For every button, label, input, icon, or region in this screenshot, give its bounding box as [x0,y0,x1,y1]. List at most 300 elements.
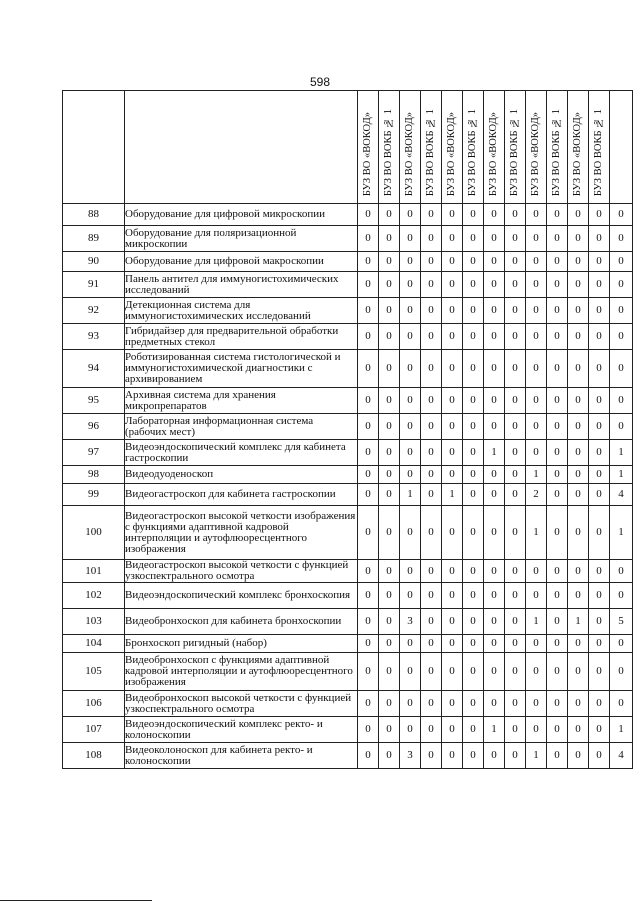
equipment-name: Оборудование для поляризационной микроскопии [125,226,358,252]
quantity-value: 0 [400,226,421,252]
quantity-value: 0 [484,272,505,298]
quantity-value: 0 [442,583,463,609]
table-row [63,226,633,252]
equipment-name: Оборудование для цифровой макроскопии [125,252,358,272]
equipment-name: Роботизированная система гистологической и иммуногистохимической диагностики с архивированием [125,350,358,388]
quantity-value: 0 [463,414,484,440]
quantity-value: 0 [421,324,442,350]
quantity-value: 0 [358,635,379,653]
column-header [610,91,633,204]
quantity-value: 0 [400,635,421,653]
quantity-value: 0 [421,226,442,252]
quantity-value: 0 [589,635,610,653]
quantity-value: 0 [421,388,442,414]
quantity-value: 0 [358,350,379,388]
quantity-value: 1 [526,506,547,560]
row-number: 103 [63,609,125,635]
total-value: 1 [610,466,633,484]
equipment-name: Лабораторная информационная система (рабочих мест) [125,414,358,440]
equipment-name: Панель антител для иммуногистохимических исследований [125,272,358,298]
column-header [358,91,379,204]
quantity-value: 0 [589,414,610,440]
total-value: 0 [610,324,633,350]
row-number: 98 [63,466,125,484]
equipment-name: Гибридайзер для предварительной обработки предметных стекол [125,324,358,350]
quantity-value: 0 [463,252,484,272]
equipment-name: Видеоэндоскопический комплекс ректо- и колоноскопии [125,717,358,743]
equipment-name: Видеогастроскоп для кабинета гастроскопии [125,484,358,506]
quantity-value: 0 [526,350,547,388]
quantity-value: 0 [589,560,610,583]
column-header [442,91,463,204]
equipment-name: Архивная система для хранения микропрепаратов [125,388,358,414]
quantity-value: 0 [463,440,484,466]
column-header [463,91,484,204]
quantity-value: 0 [589,653,610,691]
total-value: 0 [610,252,633,272]
column-header-label: БУЗ ВО «ВОКОД» [529,111,541,196]
quantity-value: 0 [589,350,610,388]
quantity-value: 0 [568,350,589,388]
quantity-value: 0 [463,204,484,226]
quantity-value: 0 [547,388,568,414]
table-row [63,350,633,388]
quantity-value: 0 [379,272,400,298]
equipment-name: Видеобронхоскоп с функциями адаптивной кадровой интерполяции и аутофлюоресцентного изображения [125,653,358,691]
quantity-value: 0 [400,717,421,743]
column-header-label: БУЗ ВО «ВОКОД» [487,111,499,196]
column-header [379,91,400,204]
quantity-value: 0 [463,691,484,717]
quantity-value: 0 [568,298,589,324]
quantity-value: 0 [442,609,463,635]
total-value: 0 [610,560,633,583]
quantity-value: 0 [568,635,589,653]
quantity-value: 0 [442,414,463,440]
row-number: 100 [63,506,125,560]
quantity-value: 0 [589,691,610,717]
quantity-value: 0 [484,252,505,272]
quantity-value: 0 [421,414,442,440]
quantity-value: 0 [505,743,526,769]
column-header-label: БУЗ ВО ВОКБ № 1 [382,108,394,196]
quantity-value: 0 [379,560,400,583]
quantity-value: 0 [484,388,505,414]
total-value: 0 [610,388,633,414]
quantity-value: 0 [400,252,421,272]
quantity-value: 0 [379,583,400,609]
quantity-value: 0 [568,653,589,691]
quantity-value: 0 [505,252,526,272]
quantity-value: 0 [400,440,421,466]
column-header [421,91,442,204]
quantity-value: 0 [526,226,547,252]
table-row [63,691,633,717]
quantity-value: 0 [442,466,463,484]
table-row [63,252,633,272]
equipment-name: Видеоэндоскопический комплекс для кабинета гастроскопии [125,440,358,466]
total-value: 0 [610,653,633,691]
quantity-value: 0 [358,204,379,226]
quantity-value: 0 [547,414,568,440]
table-row [63,560,633,583]
quantity-value: 0 [463,609,484,635]
quantity-value: 0 [505,388,526,414]
equipment-name: Видеогастроскоп высокой четкости изображения с функциями адаптивной кадровой интерполяции и аутофлюоресцентного изображения [125,506,358,560]
quantity-value: 0 [379,506,400,560]
quantity-value: 0 [442,653,463,691]
quantity-value: 0 [484,484,505,506]
quantity-value: 0 [568,252,589,272]
quantity-value: 0 [400,653,421,691]
total-value: 5 [610,609,633,635]
quantity-value: 0 [379,204,400,226]
quantity-value: 0 [421,560,442,583]
total-value: 0 [610,226,633,252]
row-number: 91 [63,272,125,298]
quantity-value: 0 [463,635,484,653]
row-number: 97 [63,440,125,466]
quantity-value: 0 [568,204,589,226]
table-row [63,484,633,506]
total-value: 1 [610,717,633,743]
quantity-value: 0 [505,691,526,717]
quantity-value: 0 [484,414,505,440]
row-number: 92 [63,298,125,324]
quantity-value: 0 [484,298,505,324]
quantity-value: 0 [442,226,463,252]
column-header-label: БУЗ ВО ВОКБ № 1 [424,108,436,196]
quantity-value: 0 [589,298,610,324]
total-value: 4 [610,743,633,769]
quantity-value: 0 [379,252,400,272]
column-header-label: БУЗ ВО ВОКБ № 1 [466,108,478,196]
equipment-name: Видеобронхоскоп высокой четкости с функцией узкоспектрального осмотра [125,691,358,717]
column-header-label: БУЗ ВО «ВОКОД» [571,111,583,196]
quantity-value: 0 [484,583,505,609]
quantity-value: 0 [589,717,610,743]
quantity-value: 0 [421,635,442,653]
quantity-value: 0 [463,466,484,484]
quantity-value: 1 [526,609,547,635]
quantity-value: 0 [421,252,442,272]
quantity-value: 0 [568,272,589,298]
total-value: 1 [610,506,633,560]
quantity-value: 0 [526,691,547,717]
quantity-value: 0 [505,484,526,506]
quantity-value: 0 [463,226,484,252]
quantity-value: 0 [505,506,526,560]
quantity-value: 0 [568,506,589,560]
quantity-value: 0 [526,204,547,226]
quantity-value: 0 [463,743,484,769]
quantity-value: 0 [526,635,547,653]
quantity-value: 2 [526,484,547,506]
quantity-value: 0 [421,653,442,691]
quantity-value: 0 [589,583,610,609]
column-header [568,91,589,204]
quantity-value: 0 [379,653,400,691]
quantity-value: 0 [568,440,589,466]
quantity-value: 0 [568,583,589,609]
header-name-cell [125,91,358,204]
quantity-value: 1 [442,484,463,506]
column-header [484,91,505,204]
quantity-value: 0 [442,440,463,466]
quantity-value: 0 [463,272,484,298]
quantity-value: 0 [526,717,547,743]
table-row [63,440,633,466]
quantity-value: 0 [379,691,400,717]
table-row [63,388,633,414]
quantity-value: 0 [589,609,610,635]
total-value: 1 [610,440,633,466]
quantity-value: 0 [484,350,505,388]
equipment-name: Видеоэндоскопический комплекс бронхоскопия [125,583,358,609]
quantity-value: 0 [484,743,505,769]
quantity-value: 0 [568,743,589,769]
row-number: 102 [63,583,125,609]
quantity-value: 0 [442,298,463,324]
quantity-value: 0 [358,388,379,414]
quantity-value: 0 [358,440,379,466]
quantity-value: 0 [379,743,400,769]
quantity-value: 0 [379,609,400,635]
quantity-value: 0 [358,226,379,252]
quantity-value: 0 [442,324,463,350]
quantity-value: 0 [400,350,421,388]
quantity-value: 0 [400,560,421,583]
header-number-cell [63,91,125,204]
quantity-value: 0 [400,324,421,350]
quantity-value: 0 [505,560,526,583]
quantity-value: 0 [484,609,505,635]
quantity-value: 0 [547,635,568,653]
quantity-value: 0 [547,272,568,298]
quantity-value: 0 [442,743,463,769]
quantity-value: 0 [379,717,400,743]
quantity-value: 0 [589,484,610,506]
row-number: 99 [63,484,125,506]
column-header-label: БУЗ ВО «ВОКОД» [403,111,415,196]
quantity-value: 0 [400,272,421,298]
table-row [63,204,633,226]
quantity-value: 0 [358,653,379,691]
quantity-value: 0 [379,466,400,484]
quantity-value: 0 [547,717,568,743]
row-number: 94 [63,350,125,388]
quantity-value: 0 [505,717,526,743]
quantity-value: 0 [547,298,568,324]
page-number: 598 [309,75,331,89]
quantity-value: 0 [400,506,421,560]
quantity-value: 0 [547,583,568,609]
quantity-value: 0 [505,272,526,298]
quantity-value: 0 [547,440,568,466]
quantity-value: 0 [442,506,463,560]
quantity-value: 0 [589,272,610,298]
quantity-value: 0 [463,583,484,609]
quantity-value: 0 [442,635,463,653]
quantity-value: 0 [484,226,505,252]
quantity-value: 0 [568,466,589,484]
row-number: 93 [63,324,125,350]
quantity-value: 0 [421,583,442,609]
quantity-value: 0 [463,298,484,324]
quantity-value: 0 [358,560,379,583]
table-row [63,466,633,484]
quantity-value: 0 [484,560,505,583]
quantity-value: 0 [505,350,526,388]
equipment-table [62,90,633,769]
equipment-name: Оборудование для цифровой микроскопии [125,204,358,226]
quantity-value: 0 [442,717,463,743]
quantity-value: 0 [484,635,505,653]
quantity-value: 0 [505,583,526,609]
table-body [63,204,633,769]
quantity-value: 0 [526,272,547,298]
row-number: 108 [63,743,125,769]
quantity-value: 0 [400,583,421,609]
quantity-value: 0 [400,466,421,484]
quantity-value: 0 [505,298,526,324]
quantity-value: 0 [505,635,526,653]
quantity-value: 0 [421,350,442,388]
quantity-value: 0 [358,743,379,769]
quantity-value: 0 [505,414,526,440]
table-header-row [63,91,633,204]
quantity-value: 0 [568,414,589,440]
quantity-value: 0 [547,204,568,226]
table-row [63,272,633,298]
quantity-value: 0 [400,388,421,414]
quantity-value: 3 [400,609,421,635]
quantity-value: 0 [589,440,610,466]
quantity-value: 0 [358,506,379,560]
total-value: 0 [610,583,633,609]
column-header-label: БУЗ ВО ВОКБ № 1 [550,108,562,196]
quantity-value: 0 [463,560,484,583]
quantity-value: 1 [526,743,547,769]
quantity-value: 0 [442,204,463,226]
quantity-value: 0 [526,440,547,466]
row-number: 96 [63,414,125,440]
table-row [63,506,633,560]
quantity-value: 0 [463,388,484,414]
quantity-value: 1 [484,440,505,466]
total-value: 0 [610,204,633,226]
equipment-name: Видеобронхоскоп для кабинета бронхоскопии [125,609,358,635]
quantity-value: 0 [400,414,421,440]
total-value: 0 [610,635,633,653]
quantity-value: 0 [526,388,547,414]
quantity-value: 0 [463,484,484,506]
quantity-value: 0 [379,484,400,506]
equipment-name: Видеодуоденоскоп [125,466,358,484]
quantity-value: 0 [463,653,484,691]
quantity-value: 1 [526,466,547,484]
quantity-value: 0 [589,388,610,414]
equipment-name: Детекционная система для иммуногистохимических исследований [125,298,358,324]
quantity-value: 0 [484,653,505,691]
column-header-label: БУЗ ВО ВОКБ № 1 [592,108,604,196]
quantity-value: 0 [379,414,400,440]
quantity-value: 0 [442,350,463,388]
quantity-value: 0 [358,583,379,609]
quantity-value: 0 [484,466,505,484]
quantity-value: 0 [421,717,442,743]
quantity-value: 0 [463,350,484,388]
quantity-value: 0 [505,653,526,691]
quantity-value: 0 [421,272,442,298]
quantity-value: 0 [442,560,463,583]
table-row [63,414,633,440]
quantity-value: 0 [568,717,589,743]
quantity-value: 0 [358,252,379,272]
total-value: 0 [610,414,633,440]
quantity-value: 0 [421,440,442,466]
row-number: 105 [63,653,125,691]
quantity-value: 0 [589,226,610,252]
quantity-value: 0 [379,226,400,252]
quantity-value: 0 [589,466,610,484]
column-header [400,91,421,204]
quantity-value: 3 [400,743,421,769]
equipment-name: Видеоколоноскоп для кабинета ректо- и колоноскопии [125,743,358,769]
row-number: 95 [63,388,125,414]
quantity-value: 0 [463,324,484,350]
quantity-value: 0 [547,252,568,272]
quantity-value: 0 [421,691,442,717]
table-row [63,583,633,609]
column-header [526,91,547,204]
quantity-value: 0 [526,653,547,691]
quantity-value: 0 [400,204,421,226]
table-row [63,609,633,635]
row-number: 89 [63,226,125,252]
quantity-value: 0 [442,272,463,298]
quantity-value: 0 [484,204,505,226]
quantity-value: 0 [505,466,526,484]
table-row [63,635,633,653]
column-header-label: БУЗ ВО «ВОКОД» [445,111,457,196]
quantity-value: 0 [568,484,589,506]
quantity-value: 0 [589,324,610,350]
quantity-value: 0 [589,506,610,560]
quantity-value: 0 [589,252,610,272]
column-header-label: БУЗ ВО ВОКБ № 1 [508,108,520,196]
table-row [63,324,633,350]
row-number: 107 [63,717,125,743]
quantity-value: 0 [358,272,379,298]
table-row [63,743,633,769]
footnote-divider [0,900,152,901]
quantity-value: 0 [358,691,379,717]
quantity-value: 0 [463,506,484,560]
column-header [505,91,526,204]
table-row [63,298,633,324]
quantity-value: 0 [568,560,589,583]
quantity-value: 0 [568,324,589,350]
table-row [63,717,633,743]
quantity-value: 0 [568,691,589,717]
quantity-value: 0 [358,609,379,635]
quantity-value: 0 [547,324,568,350]
quantity-value: 0 [484,506,505,560]
quantity-value: 0 [505,324,526,350]
column-header [547,91,568,204]
total-value: 0 [610,350,633,388]
